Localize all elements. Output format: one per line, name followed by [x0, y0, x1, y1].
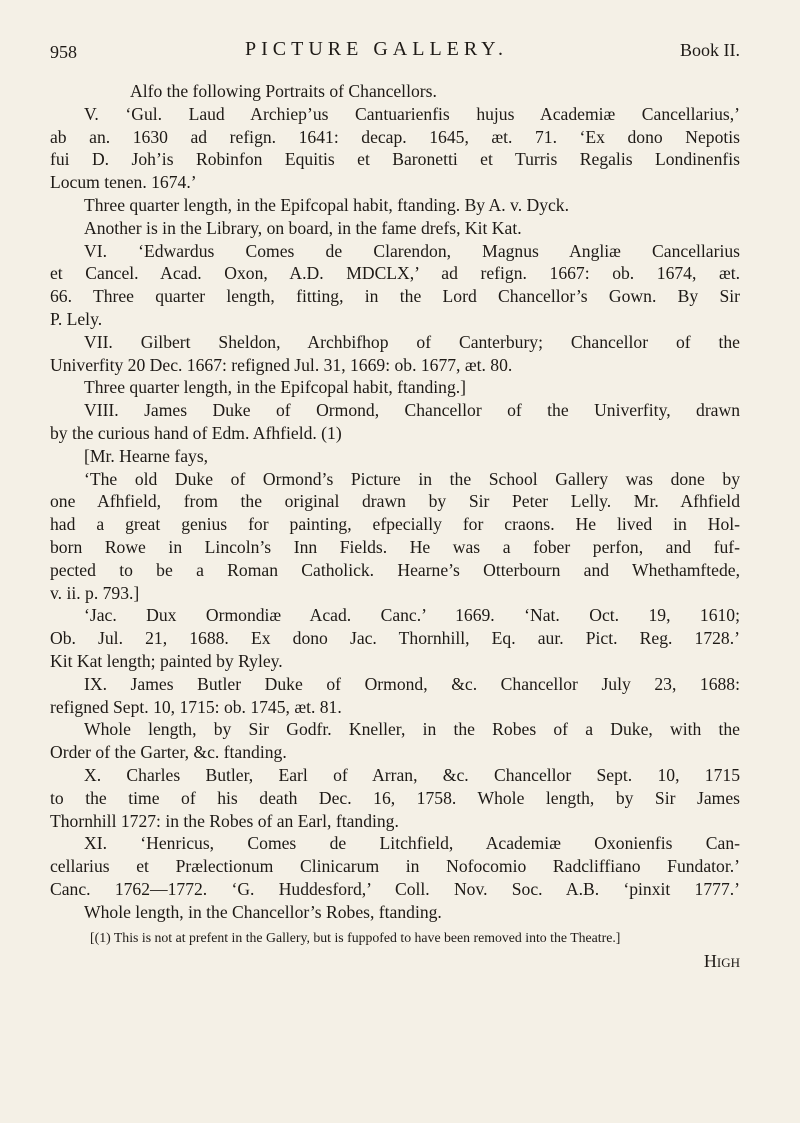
running-title: PICTURE GALLERY.: [245, 38, 508, 60]
text-line: et Cancel. Acad. Oxon, A.D. MDCLX,’ ad refign. 1667: ob. 1674, æt.: [50, 263, 740, 284]
text-line: Univerfity 20 Dec. 1667: refigned Jul. 31, 1669: ob. 1677, æt. 80.: [50, 354, 513, 375]
text-line: Locum tenen. 1674.’: [50, 172, 197, 193]
text-line: one Afhfield, from the original drawn by Sir Peter Lelly. Mr. Afhfield: [50, 491, 740, 512]
text-line: VI. ‘Edwardus Comes de Clarendon, Magnus Angliæ Cancellarius: [84, 240, 740, 261]
text-line: Thornhill 1727: in the Robes of an Earl, ftanding.: [50, 810, 399, 831]
text-line: IX. James Butler Duke of Ormond, &c. Chancellor July 23, 1688:: [84, 673, 740, 694]
text-line: 66. Three quarter length, fitting, in the Lord Chancellor’s Gown. By Sir: [50, 286, 740, 307]
text-line: had a great genius for painting, efpecially for craons. He lived in Hol-: [50, 514, 740, 535]
text-line: P. Lely.: [50, 308, 103, 329]
text-line: Whole length, by Sir Godfr. Kneller, in the Robes of a Duke, with the: [84, 719, 740, 740]
text-line: ‘The old Duke of Ormond’s Picture in the School Gallery was done by: [84, 468, 740, 489]
text-line: V. ‘Gul. Laud Archiep’us Cantuarienfis hujus Academiæ Cancellarius,’: [84, 103, 740, 124]
text-line: Another is in the Library, on board, in the fame drefs, Kit Kat.: [84, 217, 522, 238]
text-line: VII. Gilbert Sheldon, Archbifhop of Canterbury; Chancellor of the: [84, 331, 740, 352]
text-line: born Rowe in Lincoln’s Inn Fields. He was a fober perfon, and fuf-: [50, 536, 740, 557]
text-line: v. ii. p. 793.]: [50, 582, 140, 603]
text-line: Whole length, in the Chancellor’s Robes, ftanding.: [84, 901, 442, 922]
text-line: Ob. Jul. 21, 1688. Ex dono Jac. Thornhill, Eq. aur. Pict. Reg. 1728.’: [50, 628, 740, 649]
text-line: cellarius et Prælectionum Clinicarum in Nofocomio Radcliffiano Fundator.’: [50, 856, 740, 877]
text-line: Canc. 1762—1772. ‘G. Huddesford,’ Coll. Nov. Soc. A.B. ‘pinxit 1777.’: [50, 878, 740, 899]
text-line: Kit Kat length; painted by Ryley.: [50, 650, 283, 671]
text-line: pected to be a Roman Catholick. Hearne’s Otterbourn and Whethamftede,: [50, 559, 740, 580]
text-line: Three quarter length, in the Epifcopal habit, ftanding. By A. v. Dyck.: [84, 194, 569, 215]
text-line: refigned Sept. 10, 1715: ob. 1745, æt. 81.: [50, 696, 342, 717]
text-line: VIII. James Duke of Ormond, Chancellor of the Univerfity, drawn: [84, 400, 740, 421]
text-line: ab an. 1630 ad refign. 1641: decap. 1645, æt. 71. ‘Ex dono Nepotis: [50, 126, 740, 147]
catchword: High: [703, 951, 740, 972]
text-line: to the time of his death Dec. 16, 1758. Whole length, by Sir James: [50, 787, 740, 808]
text-line: by the curious hand of Edm. Afhfield. (1): [50, 422, 342, 443]
text-line: Order of the Garter, &c. ftanding.: [50, 742, 287, 763]
section-heading: Alfo the following Portraits of Chancellors.: [130, 81, 437, 101]
text-line: ‘Jac. Dux Ormondiæ Acad. Canc.’ 1669. ‘Nat. Oct. 19, 1610;: [84, 605, 740, 626]
text-line: fui D. Joh’is Robinfon Equitis et Baronetti et Turris Regalis Londinenfis: [50, 149, 740, 170]
running-header: [50, 36, 740, 68]
book-label: Book II.: [680, 40, 740, 60]
page-body: [50, 80, 740, 973]
text-line: X. Charles Butler, Earl of Arran, &c. Chancellor Sept. 10, 1715: [84, 764, 740, 785]
text-line: XI. ‘Henricus, Comes de Litchfield, Academiæ Oxonienfis Can-: [84, 833, 740, 854]
text-line: [Mr. Hearne fays,: [84, 445, 209, 466]
footnote: [(1) This is not at prefent in the Gallery, but is fuppofed to have been removed into the Theatre.]: [90, 930, 621, 946]
page-number: 958: [50, 42, 77, 62]
text-line: Three quarter length, in the Epifcopal habit, ftanding.]: [84, 377, 467, 398]
